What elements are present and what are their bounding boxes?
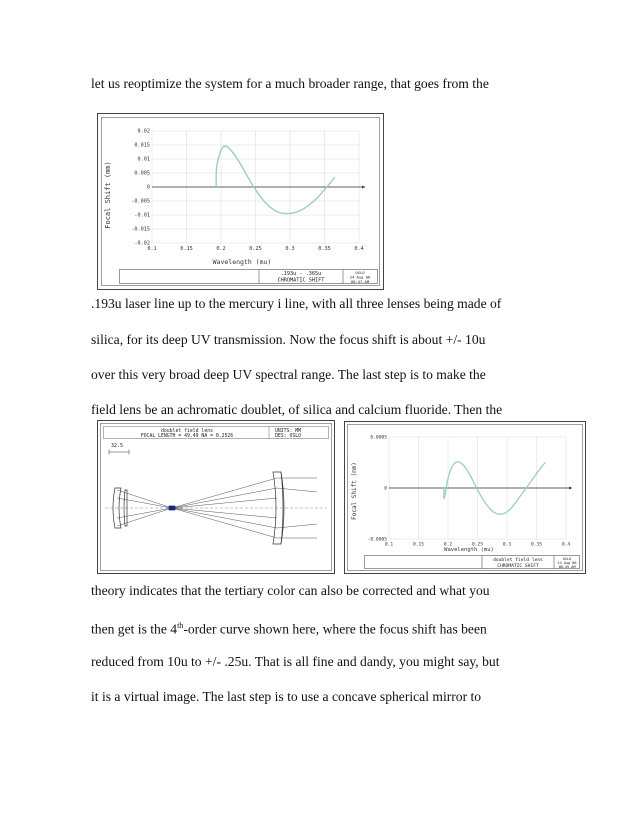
x-axis-label: Wavelength (mu) bbox=[444, 547, 494, 553]
x-axis-label: Wavelength (mu) bbox=[212, 258, 272, 266]
y-tick-label: 0 bbox=[384, 486, 387, 492]
text-line-9: it is a virtual image. The last step is to use a concave spherical mirror to bbox=[91, 689, 482, 704]
x-tick-label: 0.25 bbox=[471, 542, 484, 548]
y-tick-label: -0.01 bbox=[134, 212, 150, 219]
y-tick-label: 0.0005 bbox=[370, 435, 387, 441]
x-tick-label: 0.35 bbox=[530, 542, 543, 548]
scale-label: 32.5 bbox=[111, 443, 124, 449]
x-tick-label: 0.4 bbox=[561, 542, 571, 548]
time-label: 08:45 AM bbox=[558, 565, 576, 569]
figure-chromatic-shift-1 bbox=[97, 113, 384, 290]
y-tick-label: -0.02 bbox=[134, 240, 150, 247]
legend-line-1: doublet field lens bbox=[493, 558, 543, 563]
text-line-7: then get is the 4th-order curve shown here, where the focus shift has been bbox=[91, 621, 487, 637]
time-label: 08:47 AM bbox=[350, 279, 370, 284]
text-line-1: let us reoptimize the system for a much broader range, that goes from the bbox=[91, 76, 489, 91]
legend-line-2: CHROMATIC SHIFT bbox=[497, 564, 539, 569]
x-tick-label: 0.15 bbox=[412, 542, 425, 548]
oslo-label: OSLO bbox=[355, 270, 365, 275]
chart-svg-1 bbox=[97, 113, 384, 290]
x-tick-label: 0.1 bbox=[384, 542, 394, 548]
x-tick-label: 0.2 bbox=[443, 542, 453, 548]
date-label: 24 Aug 06 bbox=[557, 561, 577, 565]
figure-lens-layout bbox=[97, 420, 335, 574]
text-line-6: theory indicates that the tertiary color can also be corrected and what you bbox=[91, 583, 490, 598]
text-line-4: over this very broad deep UV spectral range. The last step is to make the bbox=[91, 367, 486, 382]
y-tick-label: -0.015 bbox=[131, 226, 150, 233]
text-line-5: field lens be an achromatic doublet, of silica and calcium fluoride. Then the bbox=[91, 402, 503, 417]
text-line-3: silica, for its deep UV transmission. Now the focus shift is about +/- 10u bbox=[91, 332, 486, 347]
y-axis-label: Focal Shift (mm) bbox=[104, 161, 112, 229]
focal-length-label: FOCAL LENGTH = 49.49 NA = 0.2526 bbox=[140, 434, 234, 440]
y-tick-label: 0 bbox=[146, 184, 150, 191]
x-tick-label: 0.2 bbox=[216, 246, 226, 253]
text-line-8: reduced from 10u to +/- .25u. That is all fine and dandy, you might say, but bbox=[91, 654, 500, 669]
y-tick-label: 0.02 bbox=[137, 128, 150, 135]
y-axis-label: Focal Shift (mm) bbox=[351, 462, 358, 520]
x-tick-label: 0.3 bbox=[285, 246, 295, 253]
chart-svg-2 bbox=[344, 421, 586, 574]
x-tick-label: 0.4 bbox=[354, 246, 364, 253]
y-tick-label: 0.015 bbox=[134, 142, 150, 149]
y-tick-label: 0.005 bbox=[134, 170, 150, 177]
x-tick-label: 0.25 bbox=[249, 246, 262, 253]
figure-chromatic-shift-2 bbox=[344, 421, 586, 574]
units-label: UNITS: MM bbox=[275, 428, 301, 434]
x-tick-label: 0.1 bbox=[147, 246, 157, 253]
legend-line-1: .193u - .365u bbox=[280, 271, 322, 277]
oslo-label: OSLO bbox=[562, 557, 572, 561]
legend-line-2: CHROMATIC SHIFT bbox=[277, 277, 325, 284]
design-label: DES: OSLO bbox=[275, 434, 301, 440]
x-tick-label: 0.35 bbox=[318, 246, 331, 253]
x-tick-label: 0.15 bbox=[180, 246, 193, 253]
x-tick-label: 0.3 bbox=[502, 542, 512, 548]
lens-title: doublet field lens bbox=[161, 428, 213, 434]
date-label: 24 Aug 06 bbox=[349, 274, 371, 280]
text-line-2: .193u laser line up to the mercury i line, with all three lenses being made of bbox=[91, 296, 502, 311]
y-tick-label: -0.0005 bbox=[367, 537, 387, 543]
y-tick-label: -0.005 bbox=[131, 198, 150, 205]
figure-border bbox=[98, 421, 335, 574]
y-tick-label: 0.01 bbox=[137, 156, 150, 163]
